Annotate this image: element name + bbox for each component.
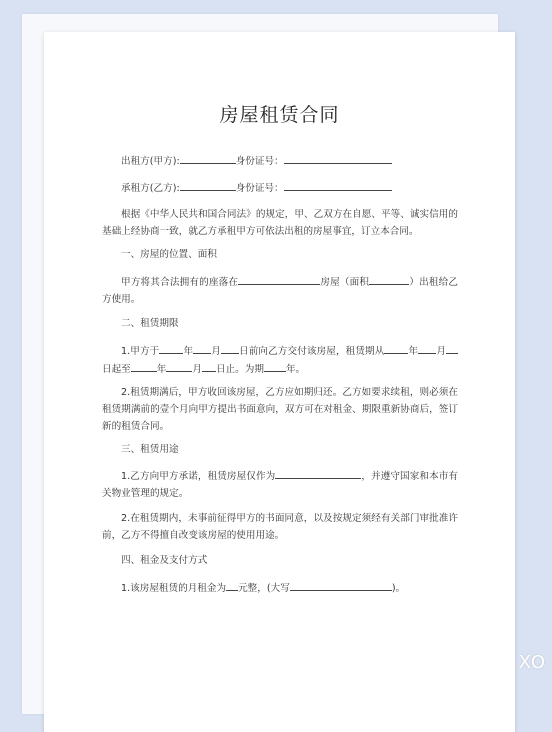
lessee-name-blank	[180, 179, 236, 191]
usage-blank	[275, 467, 361, 479]
s2-text-f: 月	[436, 346, 447, 357]
section-2-heading: 二、租赁期限	[121, 318, 179, 329]
lessee-label: 承租方(乙方):	[121, 183, 180, 194]
s2-text-h: 年	[156, 364, 167, 375]
rent-amount-blank	[226, 579, 238, 591]
s3-text-b: ，并遵守国家和本市有关物业管理的规定。	[102, 471, 459, 499]
rent-uppercase-blank	[290, 579, 392, 591]
s2-text-e: 年	[408, 346, 419, 357]
lessor-id-blank	[284, 152, 392, 164]
delivery-year-blank	[159, 342, 183, 354]
delivery-month-blank	[193, 342, 211, 354]
section-2-paragraph-2: 2.租赁期满后，甲方收回该房屋，乙方应如期归还。乙方如要求续租，则必须在租赁期满前的壹个月向甲方提出书面意向，双方可在对租金、期限重新协商后，签订新的租赁合同。	[102, 387, 458, 432]
section-1-paragraph	[102, 273, 458, 308]
section-4-paragraph-1	[102, 579, 458, 597]
lessor-row	[121, 152, 392, 170]
end-year-blank	[131, 360, 157, 372]
lessor-label: 出租方(甲方):	[121, 156, 180, 167]
s1-text-c: ）出租给乙方使用。	[102, 277, 459, 305]
start-day-blank	[446, 342, 458, 354]
s2-text-i: 月	[192, 364, 202, 375]
s2-text-d: 日前向乙方交付该房屋，租赁期从	[238, 346, 385, 357]
lessee-row	[121, 179, 392, 197]
end-month-blank	[166, 360, 192, 372]
document-page	[44, 32, 515, 732]
s2-text-j: 日止。为期	[215, 364, 264, 375]
address-blank	[238, 273, 320, 285]
term-blank	[264, 360, 286, 372]
delivery-day-blank	[221, 342, 239, 354]
s3-text-a: 1.乙方向甲方承诺，租赁房屋仅作为	[121, 471, 276, 482]
s4-text-a: 1.该房屋租赁的月租金为	[121, 583, 227, 594]
watermark: XO	[518, 652, 546, 673]
s2-text-b: 年	[183, 346, 194, 357]
lessor-name-blank	[180, 152, 236, 164]
s2-text-k: 年。	[285, 364, 306, 375]
section-4-heading: 四、租金及支付方式	[121, 555, 208, 566]
document-title: 房屋租赁合同	[219, 104, 340, 126]
section-2-paragraph-1	[102, 342, 458, 378]
section-1-heading: 一、房屋的位置、面积	[121, 249, 217, 260]
area-blank	[369, 273, 409, 285]
lessee-id-blank	[284, 179, 392, 191]
section-3-paragraph-1	[102, 467, 458, 502]
s1-text-a: 甲方将其合法拥有的座落在	[121, 277, 239, 288]
section-3-paragraph-2: 2.在租赁期内，未事前征得甲方的书面同意，以及按规定须经有关部门审批准许前，乙方不得擅自改变该房屋的使用用途。	[102, 513, 458, 541]
end-day-blank	[202, 360, 216, 372]
s2-text-c: 月	[211, 346, 221, 357]
lessee-id-label: 身份证号：	[235, 183, 284, 194]
s2-text-g: 日起至	[102, 364, 131, 375]
s4-text-b: 元整，(大写	[238, 583, 290, 594]
start-month-blank	[418, 342, 436, 354]
intro-paragraph: 根据《中华人民共和国合同法》的规定，甲、乙双方在自愿、平等、诚实信用的基础上经协商一致，就乙方承租甲方可依法出租的房屋事宜，订立本合同。	[102, 209, 458, 237]
start-year-blank	[384, 342, 408, 354]
s1-text-b: 房屋（面积	[320, 277, 370, 288]
s2-text-a: 1.甲方于	[121, 346, 160, 357]
s4-text-c: )。	[391, 583, 406, 594]
lessor-id-label: 身份证号：	[235, 156, 284, 167]
section-3-heading: 三、租赁用途	[121, 444, 179, 455]
